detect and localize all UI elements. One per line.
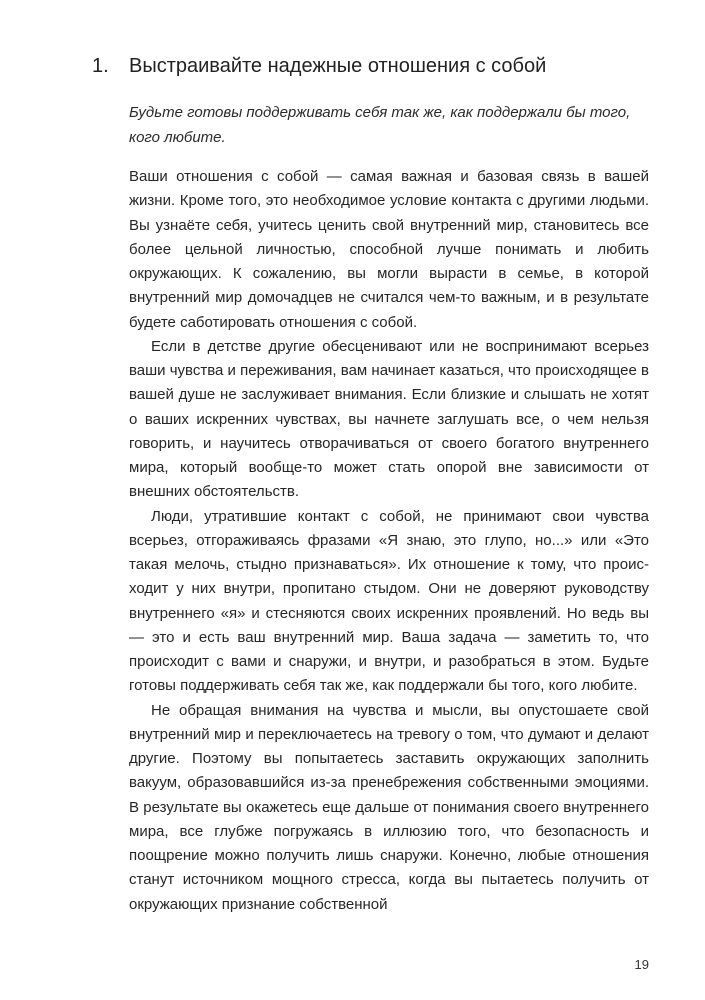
body-text [129,165,649,917]
paragraph-3: Люди, утратившие контакт с собой, не принимают свои чувства всерьез, отгораживаясь фразами «Я знаю, это глупо, но...» или «Это такая мелочь, стыдно признаваться». Их отношение к тому, что происходит у них внутри, пропитано стыдом. Они не доверяют руководству внутреннего «я» и стесняются своих искренних проявлений. Но ведь вы — это и есть ваш внутренний мир. Ваша задача — заметить то, что происходит с вами и снаружи, и внутри, и разобраться в этом. Будьте готовы поддерживать себя так же, как поддержали бы того, кого любите. [129,507,649,695]
section-heading [92,52,652,80]
page-number: 19 [634,957,649,972]
epigraph [129,100,634,150]
section-title: Выстраивайте надежные отношения с собой [129,55,547,77]
paragraph-4: Не обращая внимания на чувства и мысли, вы опустошаете свой внутренний мир и переключаетесь на тревогу о том, что думают и делают другие. Поэтому вы попытаетесь заставить окружающих заполнить вакуум, образовавшийся из-за пренебрежения собственными эмоциями. В результате вы окажетесь еще дальше от понимания своего внутреннего мира, все глубже погружаясь в иллюзию того, что безопасность и поощрение можно получить лишь снаружи. Конечно, любые отношения станут источником мощного стресса, когда вы пытаетесь получить от окружающих признание собственной [129,701,649,913]
epigraph-line-1: Будьте готовы поддерживать себя так же, как поддержали бы того, [129,104,631,121]
epigraph-line-2: кого любите. [129,129,226,146]
paragraph-1: Ваши отношения с собой — самая важная и базовая связь в вашей жизни. Кроме того, это необходимое условие контакта с другими людьми. Вы узнаёте себя, учитесь ценить свой внутренний мир, становитесь все более цельной личностью, способной лучше понимать и любить окружающих. К сожалению, вы могли вырасти в семье, в которой внутренний мир домочадцев не считался чем-то важным, и в результате будете саботировать отношения с собой. [129,168,649,331]
paragraph-2: Если в детстве другие обесценивают или не воспринимают всерьез ваши чувства и переживания, вам начинает казаться, что происходящее в вашей душе не заслуживает внимания. Если близкие и слышать не хотят о ваших искренних чувствах, вы начнете заглушать все, о чем нельзя говорить, и научитесь отворачиваться от своего богатого внутреннего мира, который вообще-то может стать опорой вне зависимости от внешних обстоятельств. [129,337,649,501]
section-number: 1. [92,55,109,77]
